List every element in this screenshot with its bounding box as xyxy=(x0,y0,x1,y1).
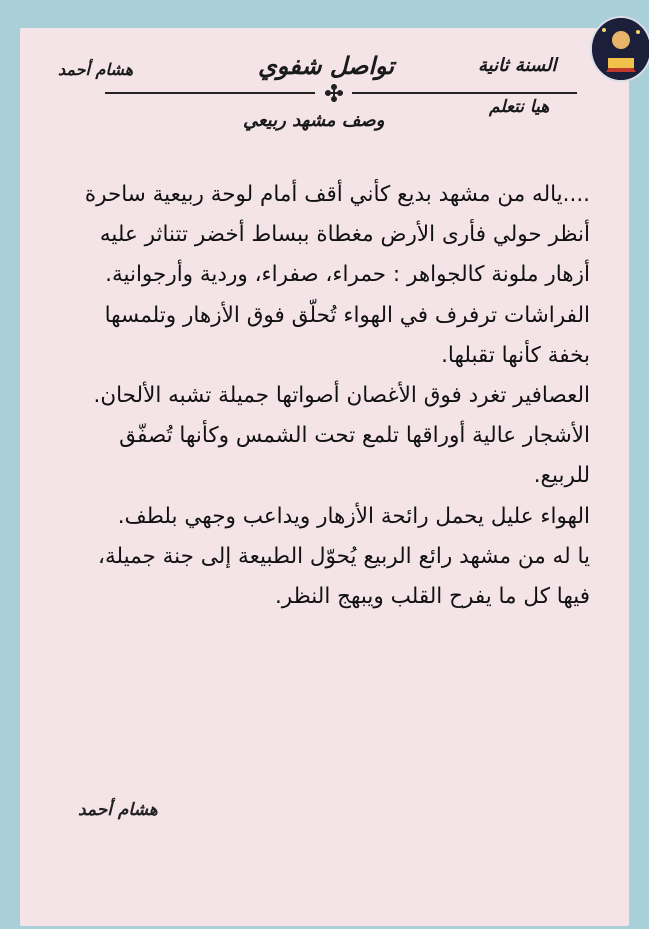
channel-logo xyxy=(590,16,649,82)
essay-body xyxy=(60,175,590,617)
author-name-header: هشام أحمد xyxy=(58,60,134,79)
paragraph-birds: العصافير تغرد فوق الأغصان أصواتها جميلة تشبه الألحان. xyxy=(93,383,590,409)
lets-learn-label: هيا نتعلم xyxy=(489,97,550,117)
lesson-subtitle: وصف مشهد ربيعي xyxy=(243,110,385,131)
header-divider-left xyxy=(105,92,315,94)
author-signature: هشام أحمد xyxy=(78,800,158,820)
lesson-title: تواصل شفوي xyxy=(258,52,395,80)
divider-ornament-icon xyxy=(323,82,345,104)
paragraph-breeze: الهواء عليل يحمل رائحة الأزهار ويداعب وجهي بلطف. xyxy=(117,503,590,529)
school-level-label: السنة ثانية xyxy=(478,55,557,76)
paragraph-butterflies: الفراشات ترفرف في الهواء تُحلّق فوق الأزهار وتلمسها بخفة كأنها تقبلها. xyxy=(104,302,590,368)
paragraph-trees: الأشجار عالية أوراقها تلمع تحت الشمس وكأنها تُصفّق للربيع. xyxy=(119,423,590,489)
paragraph-intro: ....ياله من مشهد بديع كأني أقف أمام لوحة ربيعية ساحرة أنظر حولي فأرى الأرض مغطاة ببساط أخضر تتناثر عليه أزهار ملونة كالجواهر : حمراء، صفراء، وردية وأرجوانية. xyxy=(84,182,590,288)
paragraph-conclusion: يا له من مشهد رائع الربيع يُحوّل الطبيعة إلى جنة جميلة، فيها كل ما يفرح القلب ويبهج النظر. xyxy=(98,543,590,610)
header-divider-right xyxy=(352,92,577,94)
